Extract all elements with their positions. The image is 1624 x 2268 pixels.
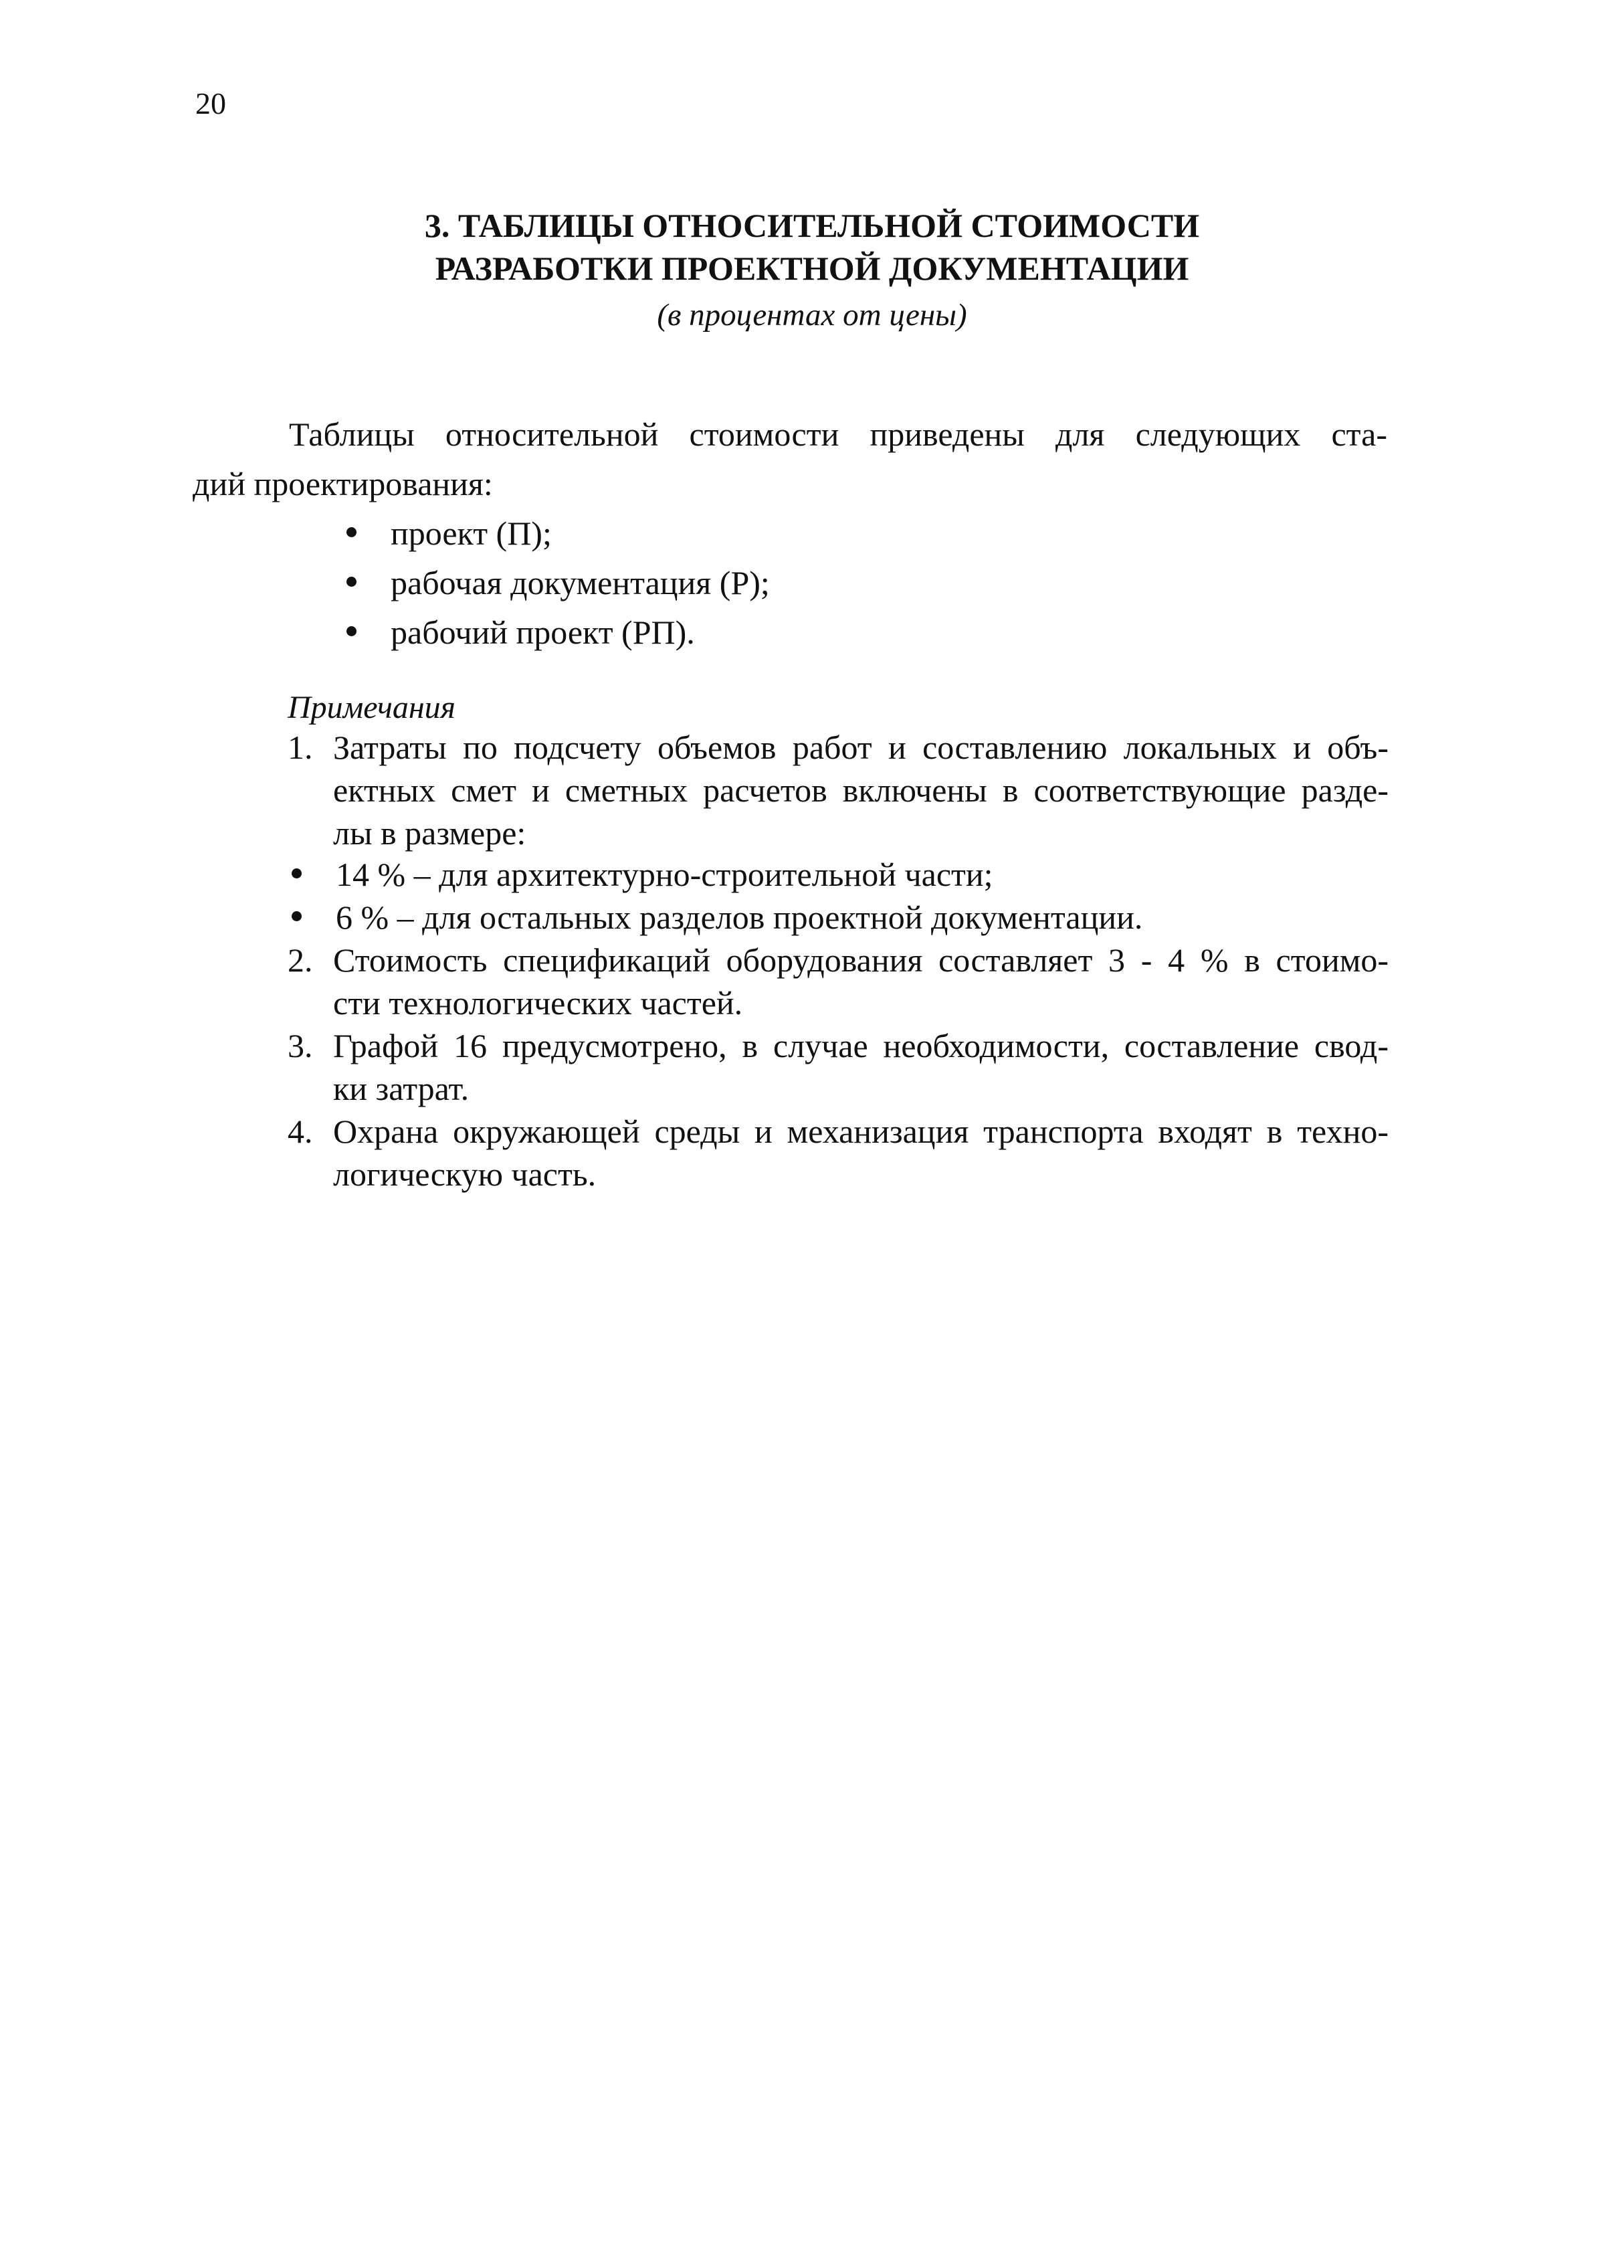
note-number-1: 1. [288, 729, 313, 766]
note-number-4: 4. [288, 1113, 313, 1150]
section-subtitle: (в процентах от цены) [657, 298, 967, 333]
stage-item-1: проект (П); [391, 514, 552, 552]
note-4-line-2: логическую часть. [333, 1155, 597, 1193]
stage-item-2: рабочая документация (Р); [391, 564, 770, 601]
note-1-line-3: лы в размере: [333, 814, 526, 852]
stage-bullet-3 [346, 626, 357, 636]
sub-item-2: 6 % – для остальных разделов проектной документации. [336, 899, 1143, 936]
note-number-2: 2. [288, 941, 313, 979]
note-4-line-1: Охрана окружающей среды и механизация транспорта входят в техно- [333, 1113, 1389, 1150]
stage-bullet-1 [346, 527, 357, 537]
section-title-line-1: 3. ТАБЛИЦЫ ОТНОСИТЕЛЬНОЙ СТОИМОСТИ [424, 207, 1200, 244]
note-number-3: 3. [288, 1027, 313, 1064]
notes-heading: Примечания [288, 690, 455, 725]
stage-item-3: рабочий проект (РП). [391, 613, 695, 651]
note-3-line-2: ки затрат. [333, 1070, 470, 1107]
note-1-line-2: ектных смет и сметных расчетов включены в соответствующие разде- [333, 771, 1389, 809]
note-1-line-1: Затраты по подсчету объемов работ и составлению локальных и объ- [333, 729, 1389, 766]
sub-bullet-2 [292, 911, 302, 921]
page-number: 20 [195, 86, 226, 120]
note-2-line-2: сти технологических частей. [333, 984, 743, 1022]
sub-bullet-1 [292, 868, 302, 878]
sub-item-1: 14 % – для архитектурно-строительной части; [336, 856, 993, 893]
stage-bullet-2 [346, 577, 357, 587]
note-3-line-1: Графой 16 предусмотрено, в случае необходимости, составление свод- [333, 1027, 1389, 1064]
intro-line-1: Таблицы относительной стоимости приведены для следующих ста- [289, 415, 1387, 453]
note-2-line-1: Стоимость спецификаций оборудования составляет 3 - 4 % в стоимо- [333, 941, 1389, 979]
intro-line-2: дий проектирования: [193, 465, 493, 502]
section-title-line-2: РАЗРАБОТКИ ПРОЕКТНОЙ ДОКУМЕНТАЦИИ [435, 250, 1189, 287]
